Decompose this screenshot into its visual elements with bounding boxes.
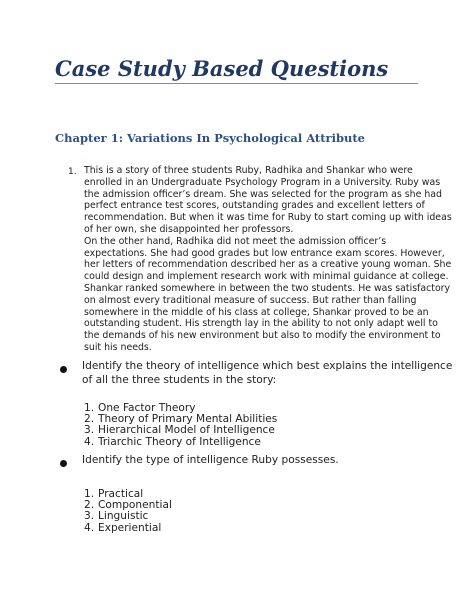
sub-question-line: Identify the type of intelligence Ruby possesses. <box>82 454 339 466</box>
passage-line: her letters of recommendation described her as a creative young woman. She <box>84 259 452 271</box>
passage-line: the demands of his new environment but also to modify the environment to <box>84 330 441 342</box>
sub-question-line: Identify the theory of intelligence which best explains the intelligence <box>82 360 453 372</box>
passage-line: perfect entrance test scores, outstanding grades and excellent letters of <box>84 200 425 212</box>
passage-line: somewhere in the middle of his class at college, Shankar proved to be an <box>84 306 429 318</box>
options-list-2 <box>84 489 172 534</box>
passage-line: of her own, she disappointed her professors. <box>84 223 294 235</box>
passage-line: on almost every traditional measure of success. But rather than falling <box>84 294 417 306</box>
option-text: Practical <box>98 488 144 500</box>
chapter-heading: Chapter 1: Variations In Psychological Attribute <box>55 131 365 145</box>
passage-line: This is a story of three students Ruby, Radhika and Shankar who were <box>84 165 413 176</box>
option-text: Experiential <box>98 521 162 534</box>
sub-question-1 <box>82 359 453 387</box>
option-text: Hierarchical Model of Intelligence <box>98 424 275 437</box>
option-text: Triarchic Theory of Intelligence <box>98 435 261 448</box>
bullet-icon <box>60 460 67 467</box>
option-item <box>84 437 277 448</box>
passage-line: could design and implement research work with minimal guidance at college. <box>84 271 449 283</box>
option-number: 4. <box>84 435 95 448</box>
passage-line: recommendation. But when it was time for Ruby to start coming up with ideas <box>84 212 452 224</box>
option-number: 3. <box>84 424 95 437</box>
page-title: Case Study Based Questions <box>55 56 389 81</box>
passage-line: suit his needs. <box>84 341 152 353</box>
option-number: 2. <box>84 413 95 426</box>
passage-line: Shankar ranked somewhere in between the two students. He was satisfactory <box>84 282 451 294</box>
passage-line: outstanding student. His strength lay in the ability to not only adapt well to <box>84 318 438 330</box>
option-number: 1. <box>84 402 95 414</box>
options-list-1 <box>84 403 277 448</box>
option-text: Linguistic <box>98 510 149 523</box>
question-number: 1. <box>68 167 77 177</box>
option-number: 1. <box>84 488 95 500</box>
passage-line: the admission officer’s dream. She was selected for the program as she had <box>84 188 442 200</box>
case-passage <box>84 165 452 354</box>
option-text: Componential <box>98 499 172 512</box>
bullet-icon <box>60 366 67 373</box>
title-underline <box>55 83 418 84</box>
option-number: 4. <box>84 521 95 534</box>
option-text: One Factor Theory <box>98 402 196 414</box>
option-text: Theory of Primary Mental Abilities <box>98 413 278 426</box>
option-number: 3. <box>84 510 95 523</box>
passage-line: On the other hand, Radhika did not meet the admission officer’s <box>84 235 387 247</box>
sub-question-2 <box>82 453 432 467</box>
passage-line: expectations. She had good grades but low entrance exam scores. However, <box>84 247 445 259</box>
passage-line: enrolled in an Undergraduate Psychology Program in a University. Ruby was <box>84 176 441 188</box>
sub-question-line: of all the three students in the story: <box>82 374 277 386</box>
option-number: 2. <box>84 499 95 512</box>
option-item <box>84 523 172 534</box>
